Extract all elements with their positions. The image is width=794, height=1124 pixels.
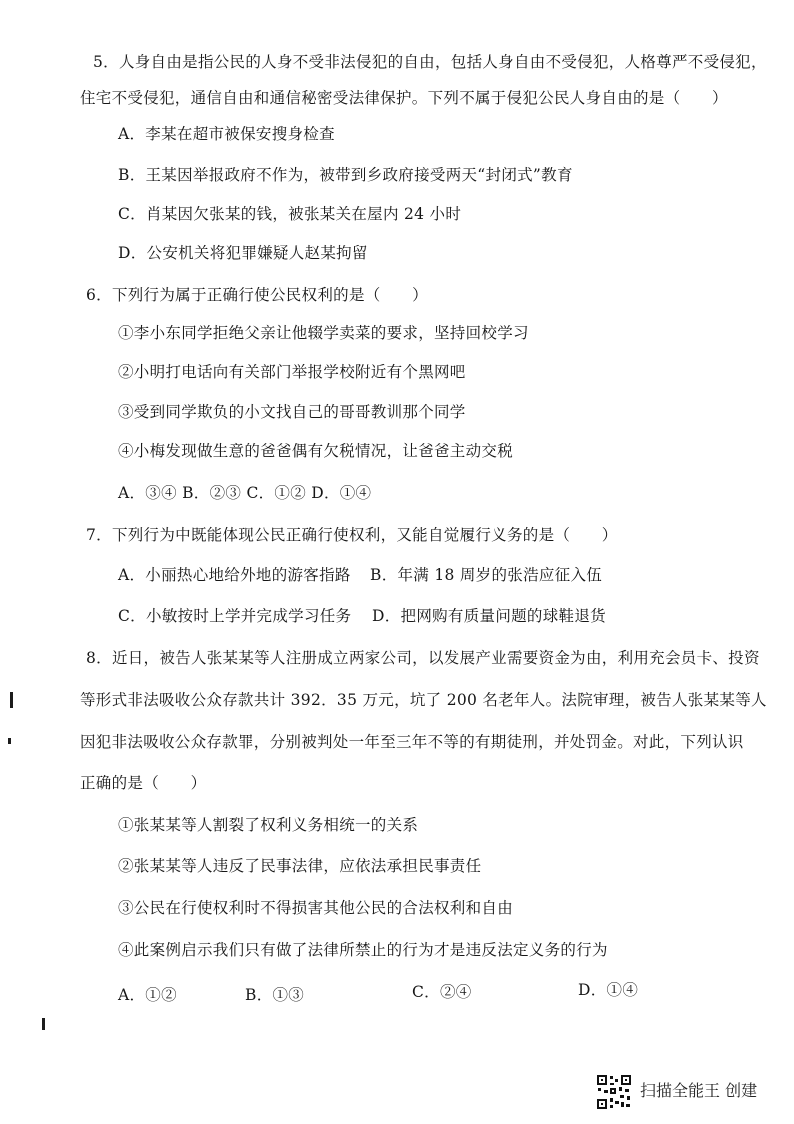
question-8-stem-line-4: 正确的是（ ）: [80, 774, 207, 792]
question-8-statement-1: ①张某某等人割裂了权利义务相统一的关系: [118, 816, 419, 834]
question-6-options: A．③④ B．②③ C．①② D．①④: [118, 484, 372, 502]
question-8-statement-3: ③公民在行使权利时不得损害其他公民的合法权利和自由: [118, 899, 514, 917]
question-6-statement-1: ①李小东同学拒绝父亲让他辍学卖菜的要求，坚持回校学习: [118, 324, 529, 342]
question-7-option-d: D．把网购有质量问题的球鞋退货: [372, 607, 606, 625]
question-5-stem-line-2: 住宅不受侵犯，通信自由和通信秘密受法律保护。下列不属于侵犯公民人身自由的是（ ）: [80, 89, 728, 107]
scan-mark: [8, 738, 11, 744]
question-8-stem-line-3: 因犯非法吸收公众存款罪，分别被判处一年至三年不等的有期徒刑，并处罚金。对此，下列认识: [80, 733, 744, 751]
scan-mark: [42, 1018, 45, 1030]
question-7-option-b: B．年满 18 周岁的张浩应征入伍: [370, 566, 603, 584]
question-6-statement-2: ②小明打电话向有关部门举报学校附近有个黑网吧: [118, 363, 466, 381]
question-8-option-d: D．①④: [578, 981, 639, 999]
question-6-statement-4: ④小梅发现做生意的爸爸偶有欠税情况，让爸爸主动交税: [118, 442, 514, 460]
question-8-option-b: B．①③: [245, 986, 305, 1004]
question-6-statement-3: ③受到同学欺负的小文找自己的哥哥教训那个同学: [118, 403, 466, 421]
question-8-option-a: A．①②: [118, 986, 177, 1004]
question-8-statement-4: ④此案例启示我们只有做了法律所禁止的行为才是违反法定义务的行为: [118, 941, 608, 959]
scan-mark: [10, 692, 13, 708]
qr-code-icon: [596, 1074, 632, 1110]
question-7-option-c: C．小敏按时上学并完成学习任务: [118, 607, 352, 625]
question-8-option-c: C．②④: [412, 983, 472, 1001]
question-5-option-c: C．肖某因欠张某的钱，被张某关在屋内 24 小时: [118, 205, 462, 223]
question-5-stem-line-1: 5．人身自由是指公民的人身不受非法侵犯的自由，包括人身自由不受侵犯，人格尊严不受侵犯，: [93, 53, 767, 71]
question-7-stem: 7．下列行为中既能体现公民正确行使权利，又能自觉履行义务的是（ ）: [86, 526, 618, 544]
question-5-option-a: A．李某在超市被保安搜身检查: [118, 125, 335, 143]
question-5-option-d: D．公安机关将犯罪嫌疑人赵某拘留: [118, 244, 368, 262]
question-6-stem: 6．下列行为属于正确行使公民权利的是（ ）: [86, 286, 428, 304]
scanner-watermark-text: 扫描全能王 创建: [640, 1081, 758, 1100]
question-5-option-b: B．王某因举报政府不作为，被带到乡政府接受两天“封闭式”教育: [118, 166, 573, 184]
question-7-option-a: A．小丽热心地给外地的游客指路: [118, 566, 351, 584]
question-8-stem-line-1: 8．近日，被告人张某某等人注册成立两家公司，以发展产业需要资金为由，利用充会员卡、投资: [86, 649, 760, 667]
question-8-stem-line-2: 等形式非法吸收公众存款共计 392．35 万元，坑了 200 名老年人。法院审理，被告人张某某等人: [80, 691, 767, 709]
question-8-statement-2: ②张某某等人违反了民事法律，应依法承担民事责任: [118, 857, 482, 875]
